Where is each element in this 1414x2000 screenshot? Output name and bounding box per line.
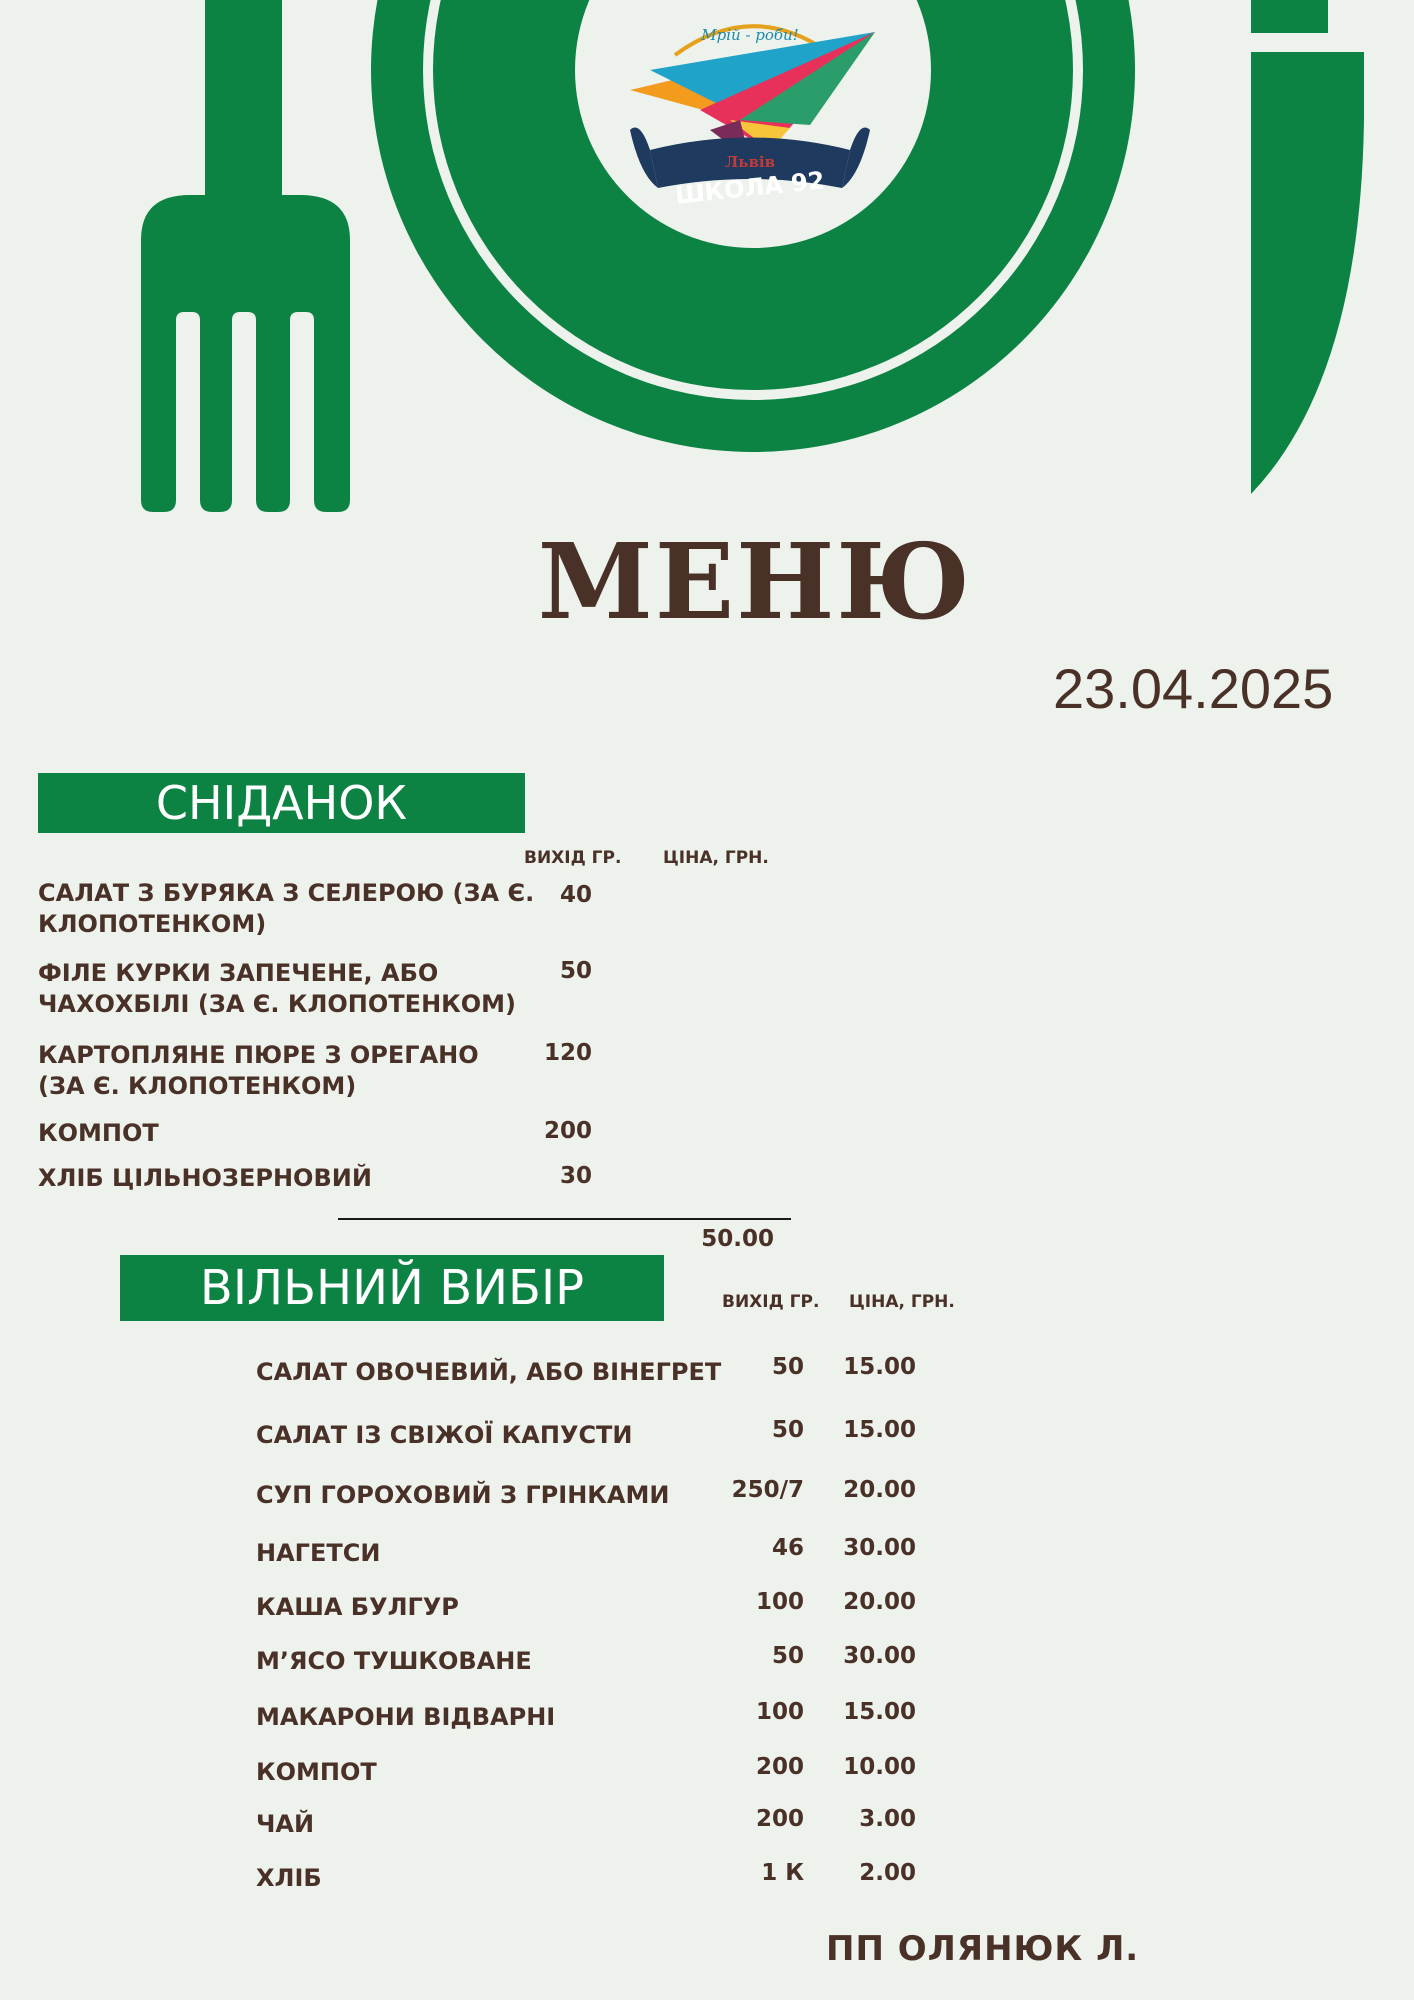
free-choice-item-output: 100 xyxy=(755,1589,804,1615)
free-choice-item-name: НАГЕТСИ xyxy=(256,1539,381,1567)
free-choice-item-name: ХЛІБ xyxy=(256,1864,322,1892)
breakfast-price-header: ЦІНА, ГРН. xyxy=(663,848,769,868)
free-choice-item-price: 2.00 xyxy=(859,1860,916,1886)
school-logo xyxy=(620,10,880,220)
breakfast-item-name xyxy=(38,1163,372,1194)
free-choice-item-price: 10.00 xyxy=(843,1754,916,1780)
free-choice-item-output: 1 К xyxy=(761,1860,804,1886)
knife-icon xyxy=(1251,0,1364,494)
free-choice-item-output: 200 xyxy=(755,1806,804,1832)
breakfast-item-name-line1: КАРТОПЛЯНЕ ПЮРЕ З ОРЕГАНО xyxy=(38,1041,479,1069)
free-choice-item-price: 30.00 xyxy=(843,1643,916,1669)
menu-date: 23.04.2025 xyxy=(1053,657,1334,720)
free-choice-item-price: 20.00 xyxy=(843,1477,916,1503)
svg-text:Львів: Львів xyxy=(725,153,775,171)
breakfast-item-name xyxy=(38,958,516,1020)
svg-text:ШКОЛА 92: ШКОЛА 92 xyxy=(673,166,826,210)
breakfast-item-name-line1: КОМПОТ xyxy=(38,1119,159,1147)
breakfast-heading: СНІДАНОК xyxy=(38,773,525,833)
breakfast-item-output: 120 xyxy=(543,1040,592,1066)
free-choice-item-output: 46 xyxy=(771,1535,804,1561)
free-choice-item-price: 20.00 xyxy=(843,1589,916,1615)
breakfast-total: 50.00 xyxy=(701,1226,774,1252)
free-choice-item-output: 250/7 xyxy=(731,1477,804,1503)
free-choice-item-output: 50 xyxy=(771,1643,804,1669)
free-choice-item-output: 50 xyxy=(771,1417,804,1443)
free-choice-item-name: М’ЯСО ТУШКОВАНЕ xyxy=(256,1647,532,1675)
breakfast-item-name-line2: ЧАХОХБІЛІ (ЗА Є. КЛОПОТЕНКОМ) xyxy=(38,990,517,1018)
breakfast-item-name xyxy=(38,878,534,940)
vendor-name: ПП ОЛЯНЮК Л. xyxy=(826,1929,1140,1969)
free-choice-item-price: 30.00 xyxy=(843,1535,916,1561)
free-choice-item-name: КАША БУЛГУР xyxy=(256,1593,459,1621)
free-choice-heading: ВІЛЬНИЙ ВИБІР xyxy=(120,1255,664,1321)
free-choice-item-price: 3.00 xyxy=(859,1806,916,1832)
free-choice-item-name: ЧАЙ xyxy=(256,1810,315,1838)
free-choice-item-price: 15.00 xyxy=(843,1417,916,1443)
breakfast-item-name-line2: КЛОПОТЕНКОМ) xyxy=(38,910,267,938)
breakfast-item-output: 50 xyxy=(559,958,592,984)
free-choice-item-name: СУП ГОРОХОВИЙ З ГРІНКАМИ xyxy=(256,1481,670,1509)
breakfast-item-output: 30 xyxy=(559,1163,592,1189)
breakfast-item-name-line1: САЛАТ З БУРЯКА З СЕЛЕРОЮ (ЗА Є. xyxy=(38,879,535,907)
total-divider xyxy=(338,1218,791,1220)
breakfast-item-name-line1: ФІЛЕ КУРКИ ЗАПЕЧЕНЕ, АБО xyxy=(38,959,439,987)
free-choice-item-name: МАКАРОНИ ВІДВАРНІ xyxy=(256,1703,556,1731)
breakfast-item-name-line2: (ЗА Є. КЛОПОТЕНКОМ) xyxy=(38,1072,357,1100)
free-choice-item-output: 50 xyxy=(771,1354,804,1380)
breakfast-item-name xyxy=(38,1040,479,1102)
free-choice-item-name: САЛАТ ІЗ СВІЖОЇ КАПУСТИ xyxy=(256,1421,633,1449)
breakfast-item-output: 200 xyxy=(543,1118,592,1144)
breakfast-item-name xyxy=(38,1118,159,1149)
free-choice-item-output: 200 xyxy=(755,1754,804,1780)
free-choice-item-name: САЛАТ ОВОЧЕВИЙ, АБО ВІНЕГРЕТ xyxy=(256,1358,722,1386)
free-choice-item-output: 100 xyxy=(755,1699,804,1725)
breakfast-item-name-line1: ХЛІБ ЦІЛЬНОЗЕРНОВИЙ xyxy=(38,1164,372,1192)
free-choice-item-price: 15.00 xyxy=(843,1354,916,1380)
free-choice-item-name: КОМПОТ xyxy=(256,1758,377,1786)
free-choice-output-header: ВИХІД ГР. xyxy=(722,1292,820,1312)
breakfast-output-header: ВИХІД ГР. xyxy=(524,848,622,868)
page-title: МЕНЮ xyxy=(537,520,973,643)
fork-icon xyxy=(141,0,350,512)
free-choice-item-price: 15.00 xyxy=(843,1699,916,1725)
free-choice-price-header: ЦІНА, ГРН. xyxy=(849,1292,955,1312)
breakfast-item-output: 40 xyxy=(559,882,592,908)
svg-text:Мрій - роби!: Мрій - роби! xyxy=(701,26,799,44)
